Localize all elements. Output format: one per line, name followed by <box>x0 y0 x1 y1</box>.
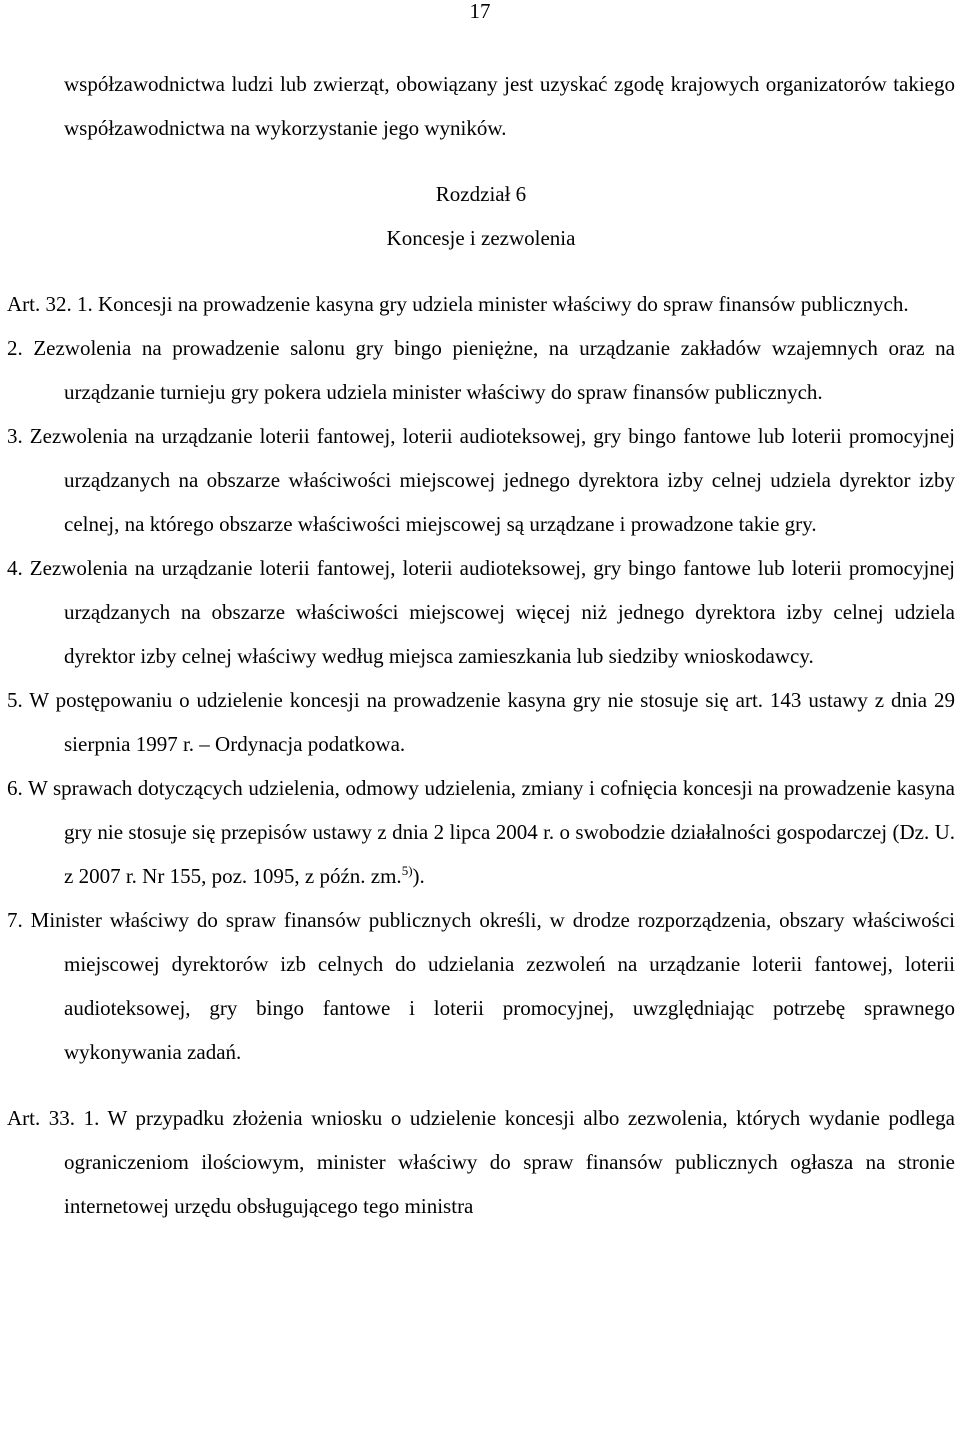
chapter-title: Koncesje i zezwolenia <box>386 226 576 250</box>
art-32-paragraph-2: 2. Zezwolenia na prowadzenie salonu gry bingo pieniężne, na urządzanie zakładów wzajemnych oraz na urządzanie turnieju gry pokera udziela minister właściwy do spraw finansów publicznych. <box>7 336 955 404</box>
document-body <box>7 62 955 1228</box>
art-32-paragraph-7: 7. Minister właściwy do spraw finansów publicznych określi, w drodze rozporządzenia, obszary właściwości miejscowej dyrektorów izb celnych do udzielania zezwoleń na urządzanie loterii fantowej, loterii audioteksowej, gry bingo fantowe i loterii promocyjnej, uwzględniając potrzebę sprawnego wykonywania zadań. <box>7 908 955 1064</box>
chapter-number: Rozdział 6 <box>435 182 527 206</box>
art-32-paragraph-6-end: ). <box>412 864 425 888</box>
art-32-paragraph-5: 5. W postępowaniu o udzielenie koncesji na prowadzenie kasyna gry nie stosuje się art. 143 ustawy z dnia 29 sierpnia 1997 r. – Ordynacja podatkowa. <box>7 688 955 756</box>
spacer <box>7 260 955 282</box>
spacer <box>7 150 955 172</box>
art-32-paragraph-1: Art. 32. 1. Koncesji na prowadzenie kasyna gry udziela minister właściwy do spraw finansów publicznych. <box>7 292 909 316</box>
intro-paragraph: współzawodnictwa ludzi lub zwierząt, obowiązany jest uzyskać zgodę krajowych organizatorów takiego współzawodnictwa na wykorzystanie jego wyników. <box>64 72 955 140</box>
art-32-paragraph-6-text: 6. W sprawach dotyczących udzielenia, odmowy udzielenia, zmiany i cofnięcia koncesji na prowadzenie kasyna gry nie stosuje się przepisów ustawy z dnia 2 lipca 2004 r. o swobodzie działalności gospodarczej (Dz. U. z 2007 r. Nr 155, poz. 1095, z późn. zm. <box>7 776 955 888</box>
footnote-reference[interactable]: 5) <box>401 863 413 878</box>
art-33-paragraph-1: Art. 33. 1. W przypadku złożenia wniosku o udzielenie koncesji albo zezwolenia, których wydanie podlega ograniczeniom ilościowym, minister właściwy do spraw finansów publicznych ogłasza na stronie internetowej urzędu obsługującego tego ministra <box>7 1106 955 1218</box>
art-32-paragraph-3: 3. Zezwolenia na urządzanie loterii fantowej, loterii audioteksowej, gry bingo fantowe lub loterii promocyjnej urządzanych na obszarze właściwości miejscowej jednego dyrektora izby celnej udziela dyrektor izby celnej, na którego obszarze właściwości miejscowej są urządzane i prowadzone takie gry. <box>7 424 955 536</box>
art-32-paragraph-4: 4. Zezwolenia na urządzanie loterii fantowej, loterii audioteksowej, gry bingo fantowe lub loterii promocyjnej urządzanych na obszarze właściwości miejscowej więcej niż jednego dyrektora izby celnej udziela dyrektor izby celnej właściwy według miejsca zamieszkania lub siedziby wnioskodawcy. <box>7 556 955 668</box>
page-number: 17 <box>469 0 491 23</box>
art-32-paragraph-6 <box>7 766 955 898</box>
spacer <box>7 1074 955 1096</box>
